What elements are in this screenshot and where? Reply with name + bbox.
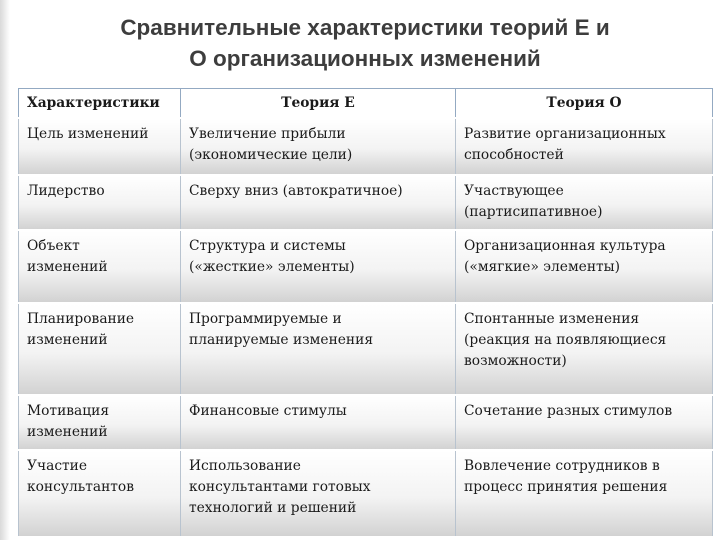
theory-e-cell xyxy=(181,230,456,303)
table-row xyxy=(19,450,713,536)
cell-line: возможности) xyxy=(464,353,567,369)
theory-o-cell xyxy=(456,230,713,303)
cell-line: Программируемые и xyxy=(189,311,342,327)
table-row xyxy=(19,303,713,395)
cell-line: Лидерство xyxy=(27,183,105,199)
cell-line: Спонтанные изменения xyxy=(464,311,640,327)
row-label xyxy=(19,118,181,175)
theory-o-cell xyxy=(456,395,713,450)
table-row xyxy=(19,395,713,450)
row-label xyxy=(19,450,181,536)
table-row xyxy=(19,230,713,303)
cell-line: (реакция на появляющиеся xyxy=(464,332,667,348)
cell-line: («жесткие» элементы) xyxy=(189,259,355,275)
theory-e-cell xyxy=(181,118,456,175)
row-label xyxy=(19,303,181,395)
cell-line: Сочетание разных стимулов xyxy=(464,403,673,419)
cell-line: (экономические цели) xyxy=(189,147,353,163)
row-label xyxy=(19,230,181,303)
table-header-row xyxy=(19,89,713,119)
cell-line: Вовлечение сотрудников в xyxy=(464,458,660,474)
cell-line: Развитие организационных xyxy=(464,126,666,142)
cell-line: способностей xyxy=(464,147,564,163)
header-characteristics: Характеристики xyxy=(19,89,181,119)
cell-line: процесс принятия решения xyxy=(464,479,668,495)
cell-line: изменений xyxy=(27,424,108,440)
theory-e-cell xyxy=(181,395,456,450)
slide-title-line2: О организационных изменений xyxy=(189,46,541,71)
cell-line: Мотивация xyxy=(27,403,110,419)
cell-line: изменений xyxy=(27,259,108,275)
slide-title xyxy=(20,12,710,74)
theory-o-cell xyxy=(456,175,713,230)
slide-edge-shadow xyxy=(0,0,10,540)
cell-line: планируемые изменения xyxy=(189,332,374,348)
cell-line: технологий и решений xyxy=(189,500,357,516)
cell-line: Участие xyxy=(27,458,88,474)
table-row xyxy=(19,118,713,175)
cell-line: (партисипативное) xyxy=(464,204,603,220)
row-label xyxy=(19,175,181,230)
cell-line: Цель изменений xyxy=(27,126,149,142)
cell-line: Структура и системы xyxy=(189,238,346,254)
theory-o-cell xyxy=(456,118,713,175)
header-theory-e: Теория Е xyxy=(181,89,456,119)
theory-o-cell xyxy=(456,303,713,395)
theory-e-cell xyxy=(181,303,456,395)
cell-line: («мягкие» элементы) xyxy=(464,259,621,275)
table-row xyxy=(19,175,713,230)
comparison-table xyxy=(18,88,713,536)
cell-line: Объект xyxy=(27,238,80,254)
cell-line: Планирование xyxy=(27,311,135,327)
cell-line: Финансовые стимулы xyxy=(189,403,347,419)
theory-e-cell xyxy=(181,175,456,230)
theory-e-cell xyxy=(181,450,456,536)
slide-title-line1: Сравнительные характеристики теорий Е и xyxy=(120,15,610,40)
cell-line: Участвующее xyxy=(464,183,564,199)
cell-line: изменений xyxy=(27,332,108,348)
cell-line: консультантов xyxy=(27,479,135,495)
cell-line: Сверху вниз (автократичное) xyxy=(189,183,403,199)
cell-line: Увеличение прибыли xyxy=(189,126,346,142)
cell-line: консультантами готовых xyxy=(189,479,371,495)
row-label xyxy=(19,395,181,450)
cell-line: Использование xyxy=(189,458,301,474)
cell-line: Организационная культура xyxy=(464,238,666,254)
theory-o-cell xyxy=(456,450,713,536)
header-theory-o: Теория О xyxy=(456,89,713,119)
